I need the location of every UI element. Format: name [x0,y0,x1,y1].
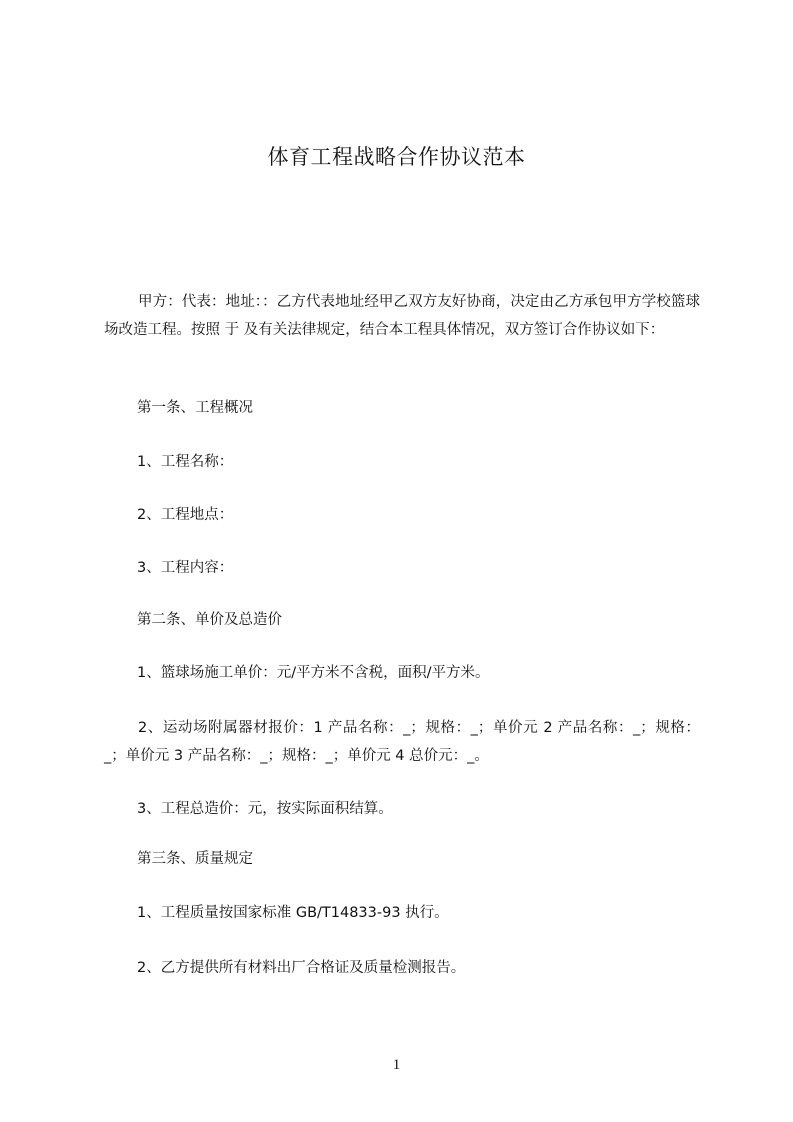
unit-price-line: 1、篮球场施工单价：元/平方米不含税，面积/平方米。 [137,665,490,681]
project-name-line: 1、工程名称： [137,454,234,470]
equipment-quote-paragraph: 2、运动场附属器材报价：1 产品名称：_；规格：_；单价元 2 产品名称：_；规格：_；单价元 3 产品名称：_；规格：_；单价元 4 总价元：_。 [104,720,700,764]
document-title: 体育工程战略合作协议范本 [267,145,526,169]
page-number: 1 [392,1057,401,1073]
quality-standard-line: 1、工程质量按国家标准 GB/T14833-93 执行。 [137,905,449,921]
article-1-title: 第一条、工程概况 [137,400,253,416]
project-content-line: 3、工程内容： [137,560,234,576]
total-price-line: 3、工程总造价：元，按实际面积结算。 [137,801,393,817]
intro-paragraph: 甲方：代表：地址：：乙方代表地址经甲乙双方友好协商，决定由乙方承包甲方学校篮球场改造工程。按照 于 及有关法律规定，结合本工程具体情况，双方签订合作协议如下： [104,294,700,338]
project-location-line: 2、工程地点： [137,507,234,523]
article-2-title: 第二条、单价及总造价 [137,612,282,628]
material-certificates-line: 2、乙方提供所有材料出厂合格证及质量检测报告。 [137,960,466,976]
article-3-title: 第三条、质量规定 [137,851,253,867]
